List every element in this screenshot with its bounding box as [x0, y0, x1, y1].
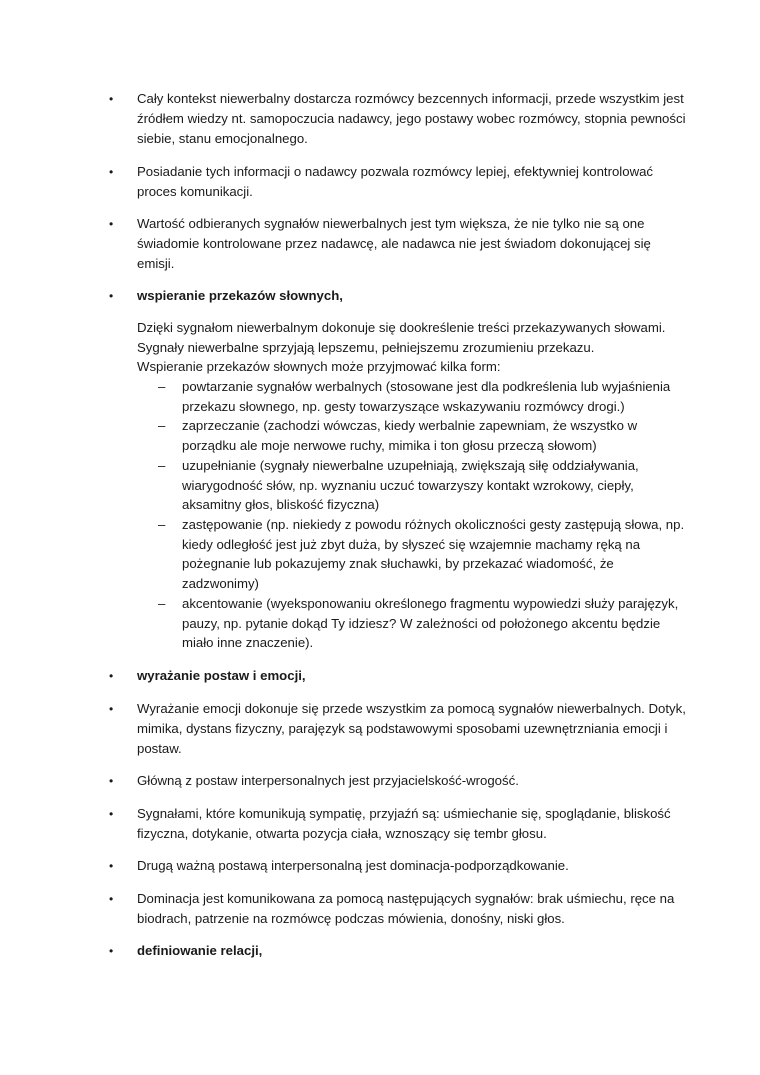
list-item [109, 89, 689, 149]
paragraph-line: Dzięki sygnałom niewerbalnym dokonuje się dookreślenie treści przekazywanych słowami. [137, 320, 666, 335]
section-heading-bullet [109, 286, 689, 306]
list-item [109, 699, 689, 759]
dash-item-text: uzupełnianie (sygnały niewerbalne uzupełniają, zwiększają siłę oddziaływania, wiarygodność słów, np. wyznaniu uczuć towarzyszy kontakt wzrokowy, ciepły, aksamitny głos, bliskość fizyczna) [182, 458, 639, 512]
section-heading: definiowanie relacji, [137, 943, 263, 958]
bullet-marker: • [109, 92, 114, 106]
paragraph-line: Sygnały niewerbalne sprzyjają lepszemu, pełniejszemu zrozumieniu przekazu. [137, 339, 595, 355]
bullet-marker: • [109, 774, 114, 788]
bullet-marker: • [109, 944, 114, 958]
bullet-marker: • [109, 289, 114, 303]
section-heading-bullet [109, 666, 689, 686]
bullet-marker: • [109, 859, 114, 873]
dash-list-item [158, 377, 688, 416]
bullet-marker: • [109, 217, 114, 231]
dash-list-item [158, 515, 688, 593]
bullet-text: Cały kontekst niewerbalny dostarcza rozmówcy bezcennych informacji, przede wszystkim jest źródłem wiedzy nt. samopoczucia nadawcy, jego postawy wobec rozmówcy, stopnia pewności siebie, stanu emocjonalnego. [137, 91, 686, 146]
bullet-marker: • [109, 165, 114, 179]
list-item [109, 889, 689, 929]
list-item [109, 804, 689, 844]
dash-marker: – [158, 517, 166, 532]
dash-item-text: zaprzeczanie (zachodzi wówczas, kiedy werbalnie zapewniam, że wszystko w porządku ale moje nerwowe ruchy, mimika i ton głosu przeczą słowom) [182, 418, 638, 453]
section-heading: wspieranie przekazów słownych, [137, 288, 343, 303]
list-item [109, 771, 689, 791]
bullet-text: Sygnałami, które komunikują sympatię, przyjaźń są: uśmiechanie się, spoglądanie, bliskość fizyczna, dotykanie, otwarta pozycja ciała, wznoszący się tembr głosu. [137, 806, 671, 841]
section-heading: wyrażanie postaw i emocji, [137, 668, 306, 683]
list-item [109, 162, 689, 202]
bullet-text: Główną z postaw interpersonalnych jest przyjacielskość-wrogość. [137, 773, 519, 788]
dash-list-item [158, 594, 688, 653]
dash-list-item [158, 456, 688, 515]
dash-marker: – [158, 379, 166, 394]
bullet-text: Drugą ważną postawą interpersonalną jest dominacja-podporządkowanie. [137, 858, 569, 873]
dash-item-text: akcentowanie (wyeksponowaniu określonego fragmentu wypowiedzi służy parajęzyk, pauzy, np. pytanie dokąd Ty idziesz? W zależności od położonego akcentu będzie miało inne znaczenie). [182, 596, 679, 650]
dash-marker: – [158, 596, 166, 611]
paragraph [137, 318, 697, 377]
list-item [109, 856, 689, 876]
bullet-text: Posiadanie tych informacji o nadawcy pozwala rozmówcy lepiej, efektywniej kontrolować proces komunikacji. [137, 164, 654, 199]
dash-item-text: powtarzanie sygnałów werbalnych (stosowane jest dla podkreślenia lub wyjaśnienia przekazu słownego, np. gesty towarzyszące wskazywaniu rozmówcy drogi.) [182, 379, 671, 414]
bullet-text: Wartość odbieranych sygnałów niewerbalnych jest tym większa, że nie tylko nie są one świadomie kontrolowane przez nadawcę, ale nadawca nie jest świadom dokonującej się emisji. [137, 216, 651, 271]
bullet-marker: • [109, 892, 114, 906]
list-item [109, 214, 689, 274]
dash-item-text: zastępowanie (np. niekiedy z powodu różnych okoliczności gesty zastępują słowa, np. kiedy odległość jest już zbyt duża, by słyszeć się wzajemnie machamy ręką na pożegnanie lub pokazujemy znak słuchawki, by przekazać wiadomość, że zadzwonimy) [182, 517, 685, 591]
section-heading-bullet [109, 941, 689, 961]
bullet-text: Dominacja jest komunikowana za pomocą następujących sygnałów: brak uśmiechu, ręce na biodrach, patrzenie na rozmówcę podczas mówienia, donośny, niski głos. [137, 891, 675, 926]
dash-marker: – [158, 418, 166, 433]
bullet-marker: • [109, 807, 114, 821]
dash-list-item [158, 416, 688, 455]
bullet-marker: • [109, 669, 114, 683]
paragraph-line: Wspieranie przekazów słownych może przyjmować kilka form: [137, 359, 501, 374]
dash-marker: – [158, 458, 166, 473]
bullet-marker: • [109, 702, 114, 716]
bullet-text: Wyrażanie emocji dokonuje się przede wszystkim za pomocą sygnałów niewerbalnych. Dotyk, mimika, dystans fizyczny, parajęzyk są podstawowymi sposobami uzewnętrzniania emocji i postaw. [137, 701, 686, 756]
